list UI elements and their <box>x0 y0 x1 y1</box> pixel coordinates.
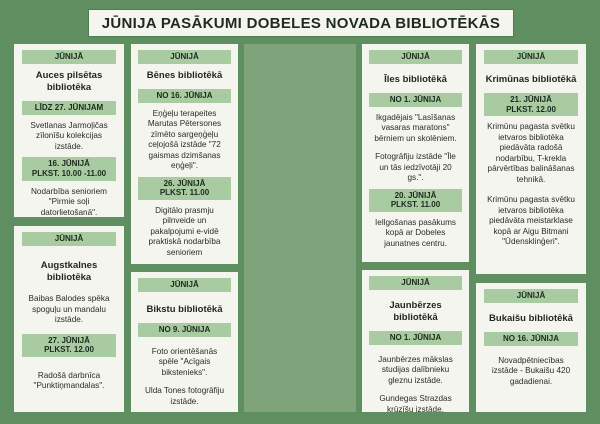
event-text: Ikgadējais "Lasīšanas vasaras maratons" bērniem un skolēniem. <box>374 112 457 143</box>
event-text: Eņģeļu terapeites Marutas Pētersones zīmēto sargeņģeļu ceļojošā izstāde "72 gaismas dzimšanas eņģeļi". <box>147 108 222 171</box>
event-text: Krimūnu pagasta svētku ietvaros bibliotēka piedāvāta radošā nodarbību, T-krekla pārvērtības balināšanas tehnikā. <box>487 122 575 184</box>
event-text: Ulda Tones fotogrāfiju izstāde. <box>144 386 225 406</box>
card-jaunberzes <box>362 270 469 412</box>
event-text: Novadpētniecības izstāde - Bukaišu 420 gadadienai. <box>491 355 571 386</box>
card-bukaisu <box>476 283 586 412</box>
date-tag: LĪDZ 27. JŪNIJAM <box>22 101 117 115</box>
library-name: Bikstu bibliotēkā <box>146 303 223 315</box>
card-krimunas <box>476 44 586 274</box>
library-name: Auces pilsētas bibliotēka <box>35 69 103 93</box>
month-tag: JŪNIJĀ <box>484 50 579 64</box>
event-text: Foto orientēšanās spēle "Acīgais bikstenieks". <box>151 346 218 377</box>
event-text: Svetlanas Jarmoļičas zīlonīšu kolekcijas izstāde. <box>30 120 108 151</box>
library-name: Krimūnas bibliotēkā <box>485 73 577 85</box>
library-name: Augstkalnes bibliotēka <box>40 259 98 283</box>
date-tag: 27. JŪNIJĀ PLKST. 12.00 <box>22 334 117 357</box>
month-tag: JŪNIJĀ <box>484 289 579 303</box>
library-name: Bēnes bibliotēkā <box>146 69 223 81</box>
date-tag: 20. JŪNIJĀ PLKST. 11.00 <box>369 189 461 212</box>
month-tag: JŪNIJĀ <box>138 50 230 64</box>
library-name: Bukaišu bibliotēkā <box>489 312 573 324</box>
event-text: Fotogrāfiju izstāde "Īle un tās iedzīvotāji 20 gs.". <box>375 152 456 183</box>
date-tag: NO 1. JŪNIJA <box>369 93 461 107</box>
event-text: Digitālo prasmju pilnveide un pakalpojumi e-vidē praktiskā nodarbība senioriem <box>148 205 221 257</box>
card-auces <box>14 44 124 217</box>
date-tag: NO 1. JŪNIJA <box>369 331 461 345</box>
date-tag: NO 9. JŪNIJA <box>138 323 230 337</box>
page-title: JŪNIJA PASĀKUMI DOBELES NOVADA BIBLIOTĒKĀS <box>88 9 514 37</box>
library-name: Īles bibliotēkā <box>384 73 447 85</box>
date-tag: 26. JŪNIJĀ PLKST. 11.00 <box>138 177 230 200</box>
month-tag: JŪNIJĀ <box>22 232 117 246</box>
card-benes <box>131 44 238 264</box>
event-text: Krimūnu pagasta svētku ietvaros bibliotēka piedāvāta meistarklase kopā ar Aigu Bitmani "Ūdensklinģeri". <box>487 195 575 247</box>
date-tag: NO 16. JŪNIJA <box>138 89 230 103</box>
center-decorative-panel <box>244 44 356 412</box>
card-augstkalnes <box>14 226 124 412</box>
date-tag: 16. JŪNIJĀ PLKST. 10.00 -11.00 <box>22 157 117 180</box>
month-tag: JŪNIJĀ <box>138 278 230 292</box>
month-tag: JŪNIJĀ <box>369 50 461 64</box>
library-name: Jaunbērzes bibliotēkā <box>389 299 442 323</box>
month-tag: JŪNIJĀ <box>369 276 461 290</box>
event-text: Jaunbērzes mākslas studijas dalībnieku gleznu izstāde. <box>378 354 453 385</box>
date-tag: 21. JŪNIJĀ PLKST. 12.00 <box>484 93 579 116</box>
card-iles <box>362 44 469 262</box>
card-bikstu <box>131 272 238 412</box>
month-tag: JŪNIJĀ <box>22 50 117 64</box>
event-text: Baibas Balodes spēka spoguļu un mandalu izstāde. <box>28 294 110 325</box>
event-text: Nodarbība senioriem "Pirmie soļi datorlietošanā". <box>30 186 107 217</box>
event-text: Radošā darbnīca "Punktiņmandalas". <box>33 370 105 391</box>
date-tag: NO 16. JŪNIJA <box>484 332 579 346</box>
event-text: Iellgošanas pasākums kopā ar Dobeles jaunatnes centru. <box>374 217 456 248</box>
event-text: Gundegas Strazdas krūzīšu izstāde. <box>379 394 452 414</box>
